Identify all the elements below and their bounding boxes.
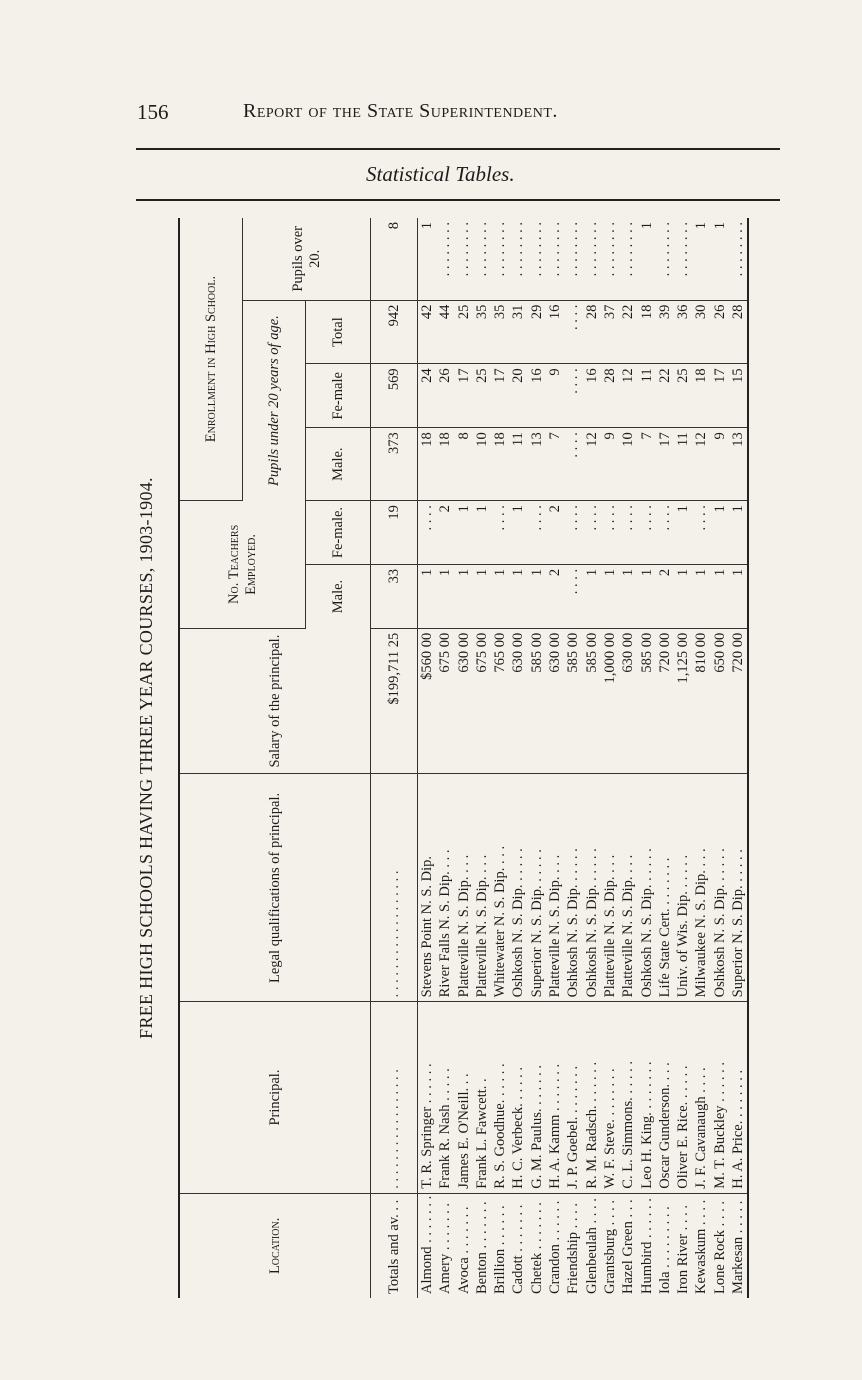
cell-qualification: Oshkosh N. S. Dip. . . . . . — [711, 774, 729, 1002]
totals-salary: $199,711 25 — [371, 628, 418, 774]
cell-enrollment-female: 11 — [638, 364, 656, 428]
cell-over20: 1 — [418, 218, 437, 300]
cell-location: Chetek . . . . . . . — [528, 1202, 545, 1294]
cell-principal: C. L. Simmons. . . . . . — [619, 1002, 637, 1193]
totals-row — [371, 218, 418, 1298]
cell-enrollment-total: 28 — [729, 300, 748, 364]
cell-qualification: Platteville N. S. Dip. . . . — [601, 774, 619, 1002]
table-row — [436, 218, 454, 1298]
table-row — [509, 218, 527, 1298]
cell-salary: 720 00 — [729, 628, 748, 774]
cell-enrollment-male: . . . . — [564, 428, 582, 501]
cell-teachers-female: . . . . — [583, 501, 601, 565]
cell-enrollment-total: 35 — [473, 300, 491, 364]
table-title: FREE HIGH SCHOOLS HAVING THREE YEAR COURSES, 1903-1904. — [136, 477, 156, 1039]
cell-enrollment-total: 18 — [638, 300, 656, 364]
table-row — [455, 218, 473, 1298]
cell-location: Markesan . . . . . — [730, 1200, 747, 1294]
table-row — [601, 218, 619, 1298]
cell-enrollment-male: 18 — [418, 428, 437, 501]
cell-enrollment-male: 9 — [711, 428, 729, 501]
cell-qualification: Milwaukee N. S. Dip. . . . — [692, 774, 710, 1002]
totals-enrollment-female: 569 — [371, 364, 418, 428]
cell-enrollment-total: 30 — [692, 300, 710, 364]
col-teachers-female: Fe-male. — [306, 501, 371, 565]
cell-enrollment-male: 7 — [638, 428, 656, 501]
cell-principal: Oscar Gunderson. . . . — [656, 1002, 674, 1193]
cell-salary: 675 00 — [473, 628, 491, 774]
cell-enrollment-total: 31 — [509, 300, 527, 364]
cell-salary: $560 00 — [418, 628, 437, 774]
cell-enrollment-female: 17 — [711, 364, 729, 428]
cell-principal: W. F. Steve. . . . . . . . — [601, 1002, 619, 1193]
cell-enrollment-female: 12 — [619, 364, 637, 428]
col-teachers-male: Male. — [306, 564, 371, 628]
totals-qualifications: . . . . . . . . . . . . . . . . . . — [371, 774, 418, 1002]
cell-enrollment-total: 28 — [583, 300, 601, 364]
cell-over20: . . . . . . . . — [473, 218, 491, 300]
cell-teachers-male: 1 — [418, 564, 437, 628]
cell-location: Iola . . . . . . . . . — [656, 1206, 673, 1294]
table-row — [491, 218, 509, 1298]
cell-teachers-female: . . . . — [692, 501, 710, 565]
cell-location: Hazel Green . . . — [620, 1199, 637, 1294]
cell-enrollment-male: 7 — [546, 428, 564, 501]
cell-teachers-female: 2 — [546, 501, 564, 565]
cell-location: Amery . . . . . . . — [437, 1202, 454, 1294]
cell-enrollment-male: 10 — [473, 428, 491, 501]
cell-enrollment-female: 15 — [729, 364, 748, 428]
cell-teachers-male: 1 — [528, 564, 546, 628]
cell-enrollment-female: 9 — [546, 364, 564, 428]
cell-location: Avoca . . . . . . . — [455, 1206, 472, 1294]
totals-label: Totals and av. . . — [371, 1193, 418, 1298]
cell-teachers-male: 1 — [473, 564, 491, 628]
cell-qualification: Whitewater N. S. Dip. . . . — [491, 774, 509, 1002]
col-enrollment-group: Enrollment in High School. — [179, 218, 243, 501]
schools-table — [178, 218, 749, 1298]
table-row — [729, 218, 748, 1298]
cell-qualification: Superior N. S. Dip. . . . . . — [528, 774, 546, 1002]
cell-over20: . . . . . . . . — [674, 218, 692, 300]
cell-principal: James E. O'Neill. . . — [455, 1002, 473, 1193]
totals-enrollment-total: 942 — [371, 300, 418, 364]
cell-principal: H. A. Kamm . . . . . . . — [546, 1002, 564, 1193]
cell-salary: 675 00 — [436, 628, 454, 774]
cell-enrollment-total: 35 — [491, 300, 509, 364]
table-row — [638, 218, 656, 1298]
cell-qualification: Platteville N. S. Dip. . . . — [546, 774, 564, 1002]
cell-location: Kewaskum . . . . — [693, 1199, 710, 1294]
cell-enrollment-total: 26 — [711, 300, 729, 364]
cell-location: Crandon . . . . . . — [547, 1200, 564, 1294]
cell-enrollment-total: 29 — [528, 300, 546, 364]
table-row — [528, 218, 546, 1298]
cell-salary: 630 00 — [455, 628, 473, 774]
cell-salary: 810 00 — [692, 628, 710, 774]
cell-principal: H. A. Price. . . . . . . . — [729, 1002, 748, 1193]
cell-qualification: Superior N. S. Dip. . . . . . — [729, 774, 748, 1002]
cell-salary: 585 00 — [528, 628, 546, 774]
cell-location: Grantsburg . . . . — [601, 1200, 618, 1294]
cell-teachers-male: . . . . — [564, 564, 582, 628]
cell-enrollment-male: 13 — [528, 428, 546, 501]
cell-teachers-male: 1 — [436, 564, 454, 628]
table-row — [692, 218, 710, 1298]
cell-enrollment-male: 8 — [455, 428, 473, 501]
cell-over20: . . . . . . . . — [436, 218, 454, 300]
cell-principal: Leo H. King. . . . . . . . — [638, 1002, 656, 1193]
cell-qualification: Oshkosh N. S. Dip. . . . . . — [564, 774, 582, 1002]
cell-enrollment-total: 37 — [601, 300, 619, 364]
cell-enrollment-total: 25 — [455, 300, 473, 364]
rotated-table-block — [136, 218, 788, 1298]
cell-salary: 630 00 — [619, 628, 637, 774]
col-enrollment-female: Fe-male — [306, 364, 371, 428]
cell-qualification: River Falls N. S. Dip. . . . — [436, 774, 454, 1002]
cell-salary: 585 00 — [564, 628, 582, 774]
table-row — [418, 218, 437, 1298]
cell-salary: 650 00 — [711, 628, 729, 774]
cell-principal: R. S. Goodhue. . . . . . — [491, 1002, 509, 1193]
table-row — [619, 218, 637, 1298]
cell-teachers-male: 1 — [491, 564, 509, 628]
cell-teachers-male: 1 — [509, 564, 527, 628]
cell-over20: . . . . . . . . — [509, 218, 527, 300]
cell-over20: . . . . . . . . — [656, 218, 674, 300]
cell-principal: G. M. Paulus. . . . . . . — [528, 1002, 546, 1193]
cell-enrollment-male: 12 — [583, 428, 601, 501]
cell-enrollment-female: 28 — [601, 364, 619, 428]
col-enrollment-male: Male. — [306, 428, 371, 501]
cell-enrollment-female: 17 — [455, 364, 473, 428]
cell-teachers-male: 1 — [674, 564, 692, 628]
cell-salary: 585 00 — [583, 628, 601, 774]
totals-teachers-female: 19 — [371, 501, 418, 565]
cell-enrollment-total: 16 — [546, 300, 564, 364]
cell-principal: R. M. Radsch. . . . . . . — [583, 1002, 601, 1193]
cell-teachers-female: . . . . — [528, 501, 546, 565]
cell-teachers-female: 1 — [674, 501, 692, 565]
cell-enrollment-total: 44 — [436, 300, 454, 364]
cell-enrollment-female: 24 — [418, 364, 437, 428]
cell-teachers-female: 2 — [436, 501, 454, 565]
col-salary: Salary of the principal. — [179, 628, 371, 774]
cell-principal: Oliver E. Rice. . . . . . — [674, 1002, 692, 1193]
cell-teachers-female: . . . . — [601, 501, 619, 565]
cell-qualification: Platteville N. S. Dip. . . . — [455, 774, 473, 1002]
cell-teachers-female: 1 — [455, 501, 473, 565]
cell-location: Brillion . . . . . . — [492, 1205, 509, 1294]
cell-over20: 1 — [711, 218, 729, 300]
cell-teachers-male: 1 — [619, 564, 637, 628]
table-row — [473, 218, 491, 1298]
cell-qualification: Oshkosh N. S. Dip. . . . . . — [509, 774, 527, 1002]
col-under20-group: Pupils under 20 years of age. — [243, 300, 306, 500]
col-principal: Principal. — [179, 1002, 371, 1193]
cell-enrollment-female: 25 — [473, 364, 491, 428]
cell-principal: H. C. Verbeck. . . . . . — [509, 1002, 527, 1193]
cell-principal: Frank R. Nash . . . . . — [436, 1002, 454, 1193]
cell-enrollment-male: 18 — [436, 428, 454, 501]
running-head: Report of the State Superintendent. — [243, 100, 558, 122]
cell-enrollment-total: 39 — [656, 300, 674, 364]
cell-over20: . . . . . . . . — [491, 218, 509, 300]
table-row — [656, 218, 674, 1298]
page-number: 156 — [137, 100, 169, 124]
cell-location: Lone Rock . . . . — [711, 1200, 728, 1294]
col-enrollment-total: Total — [306, 300, 371, 364]
cell-qualification: Univ. of Wis. Dip. . . . . . — [674, 774, 692, 1002]
cell-qualification: Stevens Point N. S. Dip. — [418, 774, 437, 1002]
cell-principal: T. R. Springer . . . . . . — [418, 1002, 437, 1193]
cell-principal: J. F. Cavanaugh . . . . — [692, 1002, 710, 1193]
cell-enrollment-male: 18 — [491, 428, 509, 501]
totals-enrollment-male: 373 — [371, 428, 418, 501]
cell-over20: . . . . . . . . — [619, 218, 637, 300]
cell-location: Iron River . . . . — [675, 1205, 692, 1294]
cell-enrollment-total: 22 — [619, 300, 637, 364]
cell-over20: . . . . . . . . — [528, 218, 546, 300]
cell-enrollment-total: 36 — [674, 300, 692, 364]
cell-salary: 630 00 — [546, 628, 564, 774]
cell-principal: J. P. Goebel. . . . . . . . — [564, 1002, 582, 1193]
totals-principal: . . . . . . . . . . . . . . . . . — [371, 1002, 418, 1193]
cell-teachers-male: 1 — [638, 564, 656, 628]
section-subtitle: Statistical Tables. — [366, 162, 515, 186]
cell-teachers-female: . . . . — [656, 501, 674, 565]
cell-teachers-female: 1 — [729, 501, 748, 565]
top-rule — [136, 148, 780, 150]
cell-over20: 1 — [692, 218, 710, 300]
cell-salary: 585 00 — [638, 628, 656, 774]
cell-enrollment-male: 11 — [674, 428, 692, 501]
cell-enrollment-female: 26 — [436, 364, 454, 428]
cell-enrollment-male: 12 — [692, 428, 710, 501]
totals-teachers-male: 33 — [371, 564, 418, 628]
cell-qualification: Oshkosh N. S. Dip. . . . . . — [638, 774, 656, 1002]
cell-over20: . . . . . . . . — [455, 218, 473, 300]
cell-enrollment-female: 25 — [674, 364, 692, 428]
cell-teachers-female: . . . . — [619, 501, 637, 565]
col-over20: Pupils over 20. — [243, 218, 371, 300]
cell-teachers-female: . . . . — [491, 501, 509, 565]
cell-location: Benton . . . . . . . — [473, 1201, 490, 1294]
cell-salary: 1,125 00 — [674, 628, 692, 774]
cell-over20: . . . . . . . . — [601, 218, 619, 300]
cell-teachers-female: . . . . — [418, 501, 437, 565]
cell-enrollment-male: 9 — [601, 428, 619, 501]
cell-principal: Frank L. Fawcett. . — [473, 1002, 491, 1193]
col-qualifications: Legal qualifications of principal. — [179, 774, 371, 1002]
cell-enrollment-female: 20 — [509, 364, 527, 428]
cell-over20: . . . . . . . . — [583, 218, 601, 300]
cell-teachers-female: 1 — [711, 501, 729, 565]
cell-salary: 1,000 00 — [601, 628, 619, 774]
cell-enrollment-female: 17 — [491, 364, 509, 428]
cell-over20: . . . . . . . . — [729, 218, 748, 300]
cell-location: Humbird . . . . . . — [638, 1198, 655, 1294]
cell-enrollment-male: 10 — [619, 428, 637, 501]
cell-over20: . . . . . . . . — [546, 218, 564, 300]
cell-enrollment-total: . . . . — [564, 300, 582, 364]
cell-enrollment-male: 13 — [729, 428, 748, 501]
table-row — [674, 218, 692, 1298]
cell-enrollment-female: 16 — [583, 364, 601, 428]
cell-enrollment-female: 16 — [528, 364, 546, 428]
cell-salary: 720 00 — [656, 628, 674, 774]
cell-salary: 765 00 — [491, 628, 509, 774]
cell-qualification: Platteville N. S. Dip. . . . — [473, 774, 491, 1002]
cell-teachers-female: 1 — [473, 501, 491, 565]
cell-enrollment-male: 11 — [509, 428, 527, 501]
cell-teachers-male: 1 — [601, 564, 619, 628]
cell-location: Cadott . . . . . . . — [510, 1204, 527, 1294]
cell-location: Glenbeulah . . . . — [583, 1198, 600, 1294]
cell-location: Almond . . . . . . . — [419, 1195, 435, 1294]
cell-teachers-female: . . . . — [564, 501, 582, 565]
cell-enrollment-female: 22 — [656, 364, 674, 428]
cell-qualification: Life State Cert. . . . . . . . — [656, 774, 674, 1002]
cell-teachers-male: 1 — [729, 564, 748, 628]
totals-over20: 8 — [371, 218, 418, 300]
table-row — [564, 218, 582, 1298]
cell-location: Friendship . . . . — [565, 1202, 582, 1294]
cell-teachers-male: 2 — [656, 564, 674, 628]
cell-principal: M. T. Buckley . . . . . . — [711, 1002, 729, 1193]
cell-enrollment-female: . . . . — [564, 364, 582, 428]
cell-teachers-male: 1 — [583, 564, 601, 628]
table-row — [583, 218, 601, 1298]
cell-enrollment-total: 42 — [418, 300, 437, 364]
cell-qualification: Oshkosh N. S. Dip. . . . . . — [583, 774, 601, 1002]
cell-enrollment-male: 17 — [656, 428, 674, 501]
cell-teachers-female: . . . . — [638, 501, 656, 565]
cell-over20: 1 — [638, 218, 656, 300]
table-row — [711, 218, 729, 1298]
table-row — [546, 218, 564, 1298]
cell-teachers-male: 2 — [546, 564, 564, 628]
cell-enrollment-female: 18 — [692, 364, 710, 428]
cell-over20: . . . . . . . . — [564, 218, 582, 300]
subtitle-rule — [136, 199, 780, 201]
cell-teachers-male: 1 — [692, 564, 710, 628]
col-location: Location. — [179, 1193, 371, 1298]
cell-qualification: Platteville N. S. Dip. . . . — [619, 774, 637, 1002]
col-teachers-group: No. Teachers Employed. — [179, 501, 306, 629]
cell-teachers-male: 1 — [455, 564, 473, 628]
cell-teachers-female: 1 — [509, 501, 527, 565]
cell-teachers-male: 1 — [711, 564, 729, 628]
cell-salary: 630 00 — [509, 628, 527, 774]
